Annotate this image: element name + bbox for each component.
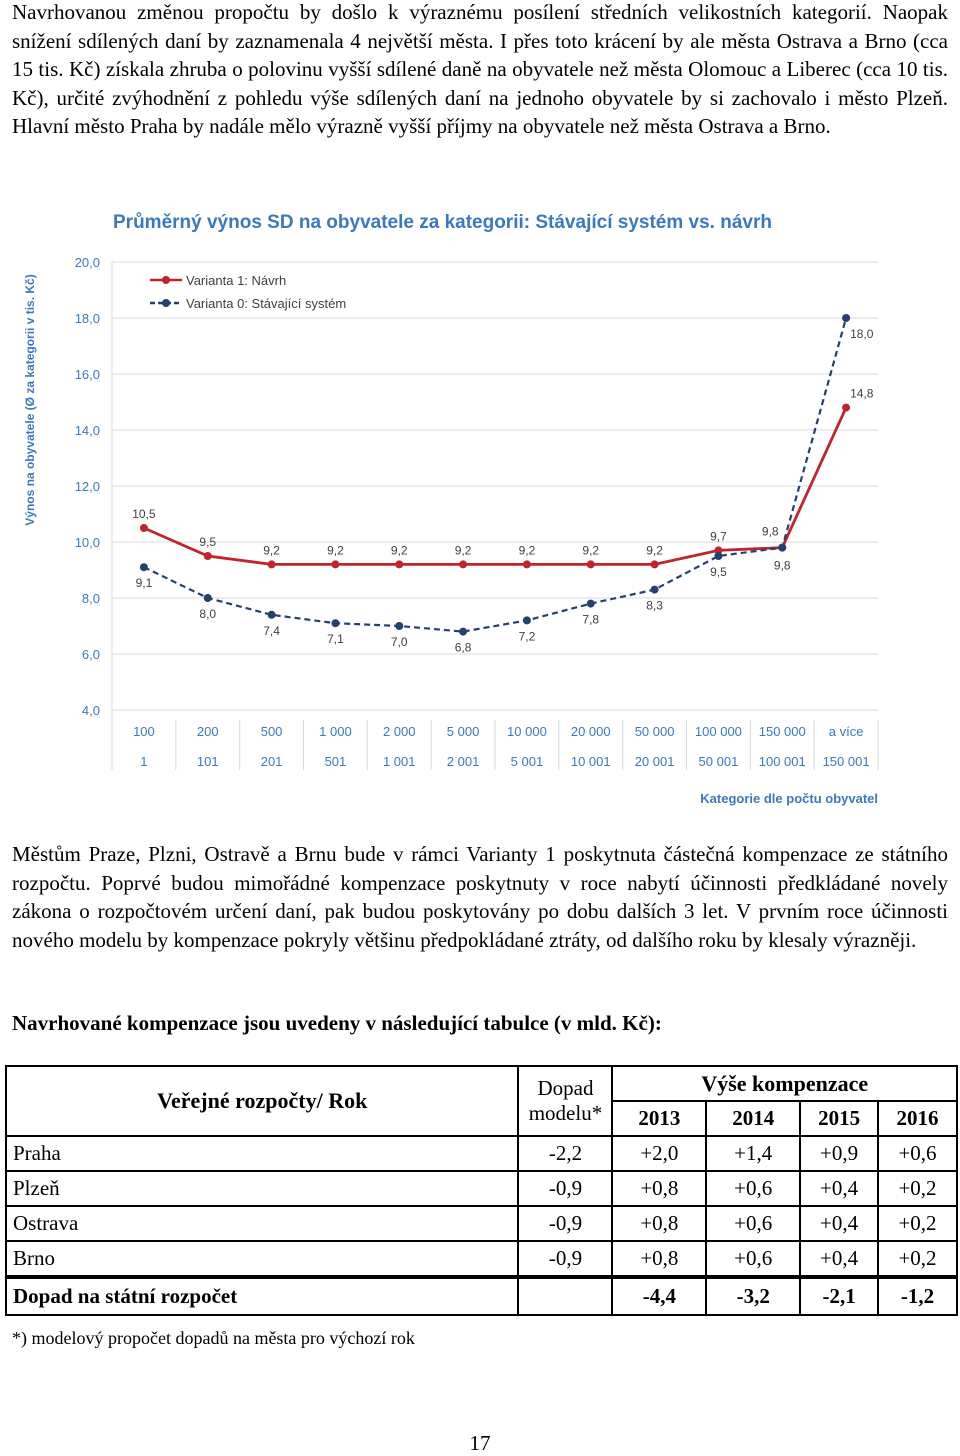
- x-tick-label-top: 20 000: [570, 724, 611, 739]
- x-tick-label-bottom: 1 001: [382, 754, 416, 769]
- x-tick-label-bottom: 1: [140, 754, 148, 769]
- data-point: [587, 600, 595, 608]
- total-value: -2,1: [800, 1277, 878, 1315]
- data-point: [459, 560, 467, 568]
- chart-x-ticks: [133, 724, 870, 769]
- x-tick-label-top: 100: [133, 724, 155, 739]
- row-dopad: -2,2: [518, 1136, 612, 1171]
- table-row: [6, 1171, 957, 1206]
- row-value: +0,4: [800, 1171, 878, 1206]
- row-value: +0,8: [612, 1206, 706, 1241]
- table-heading: Navrhované kompenzace jsou uvedeny v následující tabulce (v mld. Kč):: [12, 1011, 662, 1035]
- row-name: Ostrava: [6, 1206, 518, 1241]
- chart-series: [132, 314, 874, 655]
- data-label: 9,8: [773, 558, 791, 573]
- data-point: [268, 611, 276, 619]
- data-label: 9,1: [135, 576, 153, 591]
- table-row: [6, 1241, 957, 1277]
- data-point: [651, 560, 659, 568]
- x-tick-label-top: 100 000: [694, 724, 742, 739]
- x-tick-label-top: 2 000: [382, 724, 416, 739]
- year-header: 2014: [706, 1101, 800, 1136]
- data-label: 9,2: [518, 543, 536, 558]
- row-name: Plzeň: [6, 1171, 518, 1206]
- legend-marker: [162, 276, 170, 284]
- x-tick-label-bottom: 20 001: [634, 754, 675, 769]
- data-point: [778, 544, 786, 552]
- data-point: [140, 524, 148, 532]
- year-header: 2013: [612, 1101, 706, 1136]
- x-tick-label-top: 150 000: [758, 724, 806, 739]
- x-tick-label-top: 10 000: [507, 724, 547, 739]
- x-tick-label-top: 500: [260, 724, 283, 739]
- paragraph-intro: Navrhovanou změnou propočtu by došlo k výraznému posílení středních velikostních kategorií. Naopak snížení sdílených daní by zaznamenala 4 největší města. I přes toto krácení by ale města Ostrava a Brno (cca 15 tis. Kč) získala zhruba o polovinu vyšší sdílené daně na obyvatele než města Olomouc a Liberec (cca 10 tis. Kč), určité zvýhodnění z pohledu výše sdílených daní na jednoho obyvatele by si zachovalo i město Plzeň. Hlavní město Praha by nadále mělo výrazně vyšší příjmy na obyvatele než města Ostrava a Brno.: [12, 0, 948, 139]
- x-tick-label-top: a více: [828, 724, 864, 739]
- y-tick-label: 18,0: [74, 311, 100, 326]
- row-value: +0,2: [878, 1206, 957, 1241]
- table-header-row: [6, 1066, 957, 1101]
- year-header: 2015: [800, 1101, 878, 1136]
- row-name: Praha: [6, 1136, 518, 1171]
- data-point: [268, 560, 276, 568]
- paragraph-compensation: Městům Praze, Plzni, Ostravě a Brnu bude v rámci Varianty 1 poskytnuta částečná kompenzace ze státního rozpočtu. Poprvé budou mimořádné kompenzace poskytnuty v roce nabytí účinnosti předkládané novely zákona o rozpočtovém určení daní, pak budou poskytovány po dobu dalších 3 let. V prvním roce účinnosti nového modelu by kompenzace pokryly většinu předpokládané ztráty, od dalšího roku by klesaly výrazněji.: [12, 842, 948, 952]
- data-point: [140, 563, 148, 571]
- data-label: 7,0: [390, 635, 408, 649]
- row-dopad: -0,9: [518, 1241, 612, 1277]
- total-value: -3,2: [706, 1277, 800, 1315]
- data-point: [651, 586, 659, 594]
- data-label: 9,2: [582, 543, 600, 558]
- y-tick-label: 20,0: [74, 255, 100, 270]
- row-dopad: -0,9: [518, 1206, 612, 1241]
- row-value: +2,0: [612, 1136, 706, 1171]
- data-label: 9,7: [710, 529, 727, 544]
- row-value: +0,2: [878, 1171, 957, 1206]
- chart-ylabel: Výnos na obyvatele (Ø za kategorii v tis. Kč): [23, 274, 37, 526]
- row-dopad: -0,9: [518, 1171, 612, 1206]
- data-label: 9,5: [710, 565, 727, 579]
- row-value: +0,4: [800, 1206, 878, 1241]
- data-label: 9,5: [199, 535, 217, 549]
- row-value: +0,6: [706, 1171, 800, 1206]
- row-value: +0,8: [612, 1241, 706, 1277]
- x-tick-label-bottom: 10 001: [570, 754, 611, 769]
- legend-marker: [162, 299, 170, 307]
- table-row: [6, 1206, 957, 1241]
- x-tick-label-bottom: 150 001: [822, 754, 870, 769]
- header-group: Výše kompenzace: [612, 1066, 957, 1101]
- row-value: +0,6: [706, 1206, 800, 1241]
- line-chart: [0, 195, 960, 815]
- y-tick-label: 10,0: [74, 535, 100, 550]
- x-tick-label-bottom: 501: [324, 754, 347, 769]
- data-label: 7,1: [327, 632, 344, 647]
- chart-title: Průměrný výnos SD na obyvatele za kategorii: Stávající systém vs. návrh: [113, 212, 772, 233]
- data-point: [395, 560, 403, 568]
- y-tick-label: 8,0: [81, 591, 100, 606]
- header-main: Veřejné rozpočty/ Rok: [6, 1066, 518, 1136]
- chart-gridlines: [112, 262, 878, 770]
- data-point: [459, 628, 467, 636]
- legend-label: Varianta 0: Stávající systém: [186, 296, 347, 311]
- total-dopad: [518, 1277, 612, 1315]
- total-value: -4,4: [612, 1277, 706, 1315]
- data-label: 10,5: [132, 507, 156, 521]
- y-tick-label: 6,0: [81, 647, 100, 662]
- data-label: 18,0: [850, 327, 874, 341]
- compensation-table: [5, 1065, 958, 1316]
- data-label: 14,8: [850, 386, 874, 401]
- page-number: 17: [469, 1431, 491, 1455]
- total-value: -1,2: [878, 1277, 957, 1315]
- x-tick-label-bottom: 2 001: [446, 754, 480, 769]
- x-tick-label-top: 200: [196, 724, 219, 739]
- data-label: 7,8: [582, 612, 600, 627]
- row-name: Brno: [6, 1241, 518, 1277]
- chart-xlabel: Kategorie dle počtu obyvatel: [700, 791, 878, 806]
- data-point: [523, 616, 531, 624]
- data-point: [587, 560, 595, 568]
- header-dopad: Dopad modelu*: [518, 1066, 612, 1136]
- data-label: 9,2: [263, 543, 280, 558]
- data-point: [842, 404, 850, 412]
- data-point: [331, 560, 339, 568]
- x-tick-label-bottom: 100 001: [758, 754, 806, 769]
- x-tick-label-top: 1 000: [319, 724, 352, 739]
- data-label: 9,2: [646, 543, 663, 558]
- data-label: 9,8: [761, 524, 779, 539]
- data-label: 8,3: [646, 598, 663, 613]
- chart-legend: [150, 273, 346, 311]
- year-header: 2016: [878, 1101, 957, 1136]
- row-value: +0,2: [878, 1241, 957, 1277]
- data-label: 8,0: [199, 607, 217, 621]
- x-tick-label-bottom: 101: [196, 754, 219, 769]
- row-value: +0,6: [878, 1136, 957, 1171]
- row-value: +1,4: [706, 1136, 800, 1171]
- data-point: [204, 552, 212, 560]
- legend-label: Varianta 1: Návrh: [186, 273, 287, 288]
- chart-y-ticks: [75, 255, 100, 718]
- y-tick-label: 4,0: [81, 703, 100, 718]
- data-label: 9,2: [327, 543, 344, 558]
- x-tick-label-top: 50 000: [634, 724, 675, 739]
- total-name: Dopad na státní rozpočet: [6, 1277, 518, 1315]
- data-point: [204, 594, 212, 602]
- x-tick-label-bottom: 50 001: [698, 754, 739, 769]
- data-label: 9,2: [390, 543, 408, 558]
- data-label: 7,4: [263, 623, 280, 638]
- row-value: +0,6: [706, 1241, 800, 1277]
- row-value: +0,8: [612, 1171, 706, 1206]
- row-value: +0,4: [800, 1241, 878, 1277]
- x-tick-label-top: 5 000: [446, 724, 480, 739]
- table-row: [6, 1136, 957, 1171]
- x-tick-label-bottom: 5 001: [510, 754, 544, 769]
- data-point: [523, 560, 531, 568]
- series-line-stavajici: [144, 318, 846, 632]
- footnote: *) modelový propočet dopadů na města pro výchozí rok: [12, 1328, 415, 1348]
- data-label: 6,8: [454, 640, 472, 655]
- table-total-row: [6, 1277, 957, 1315]
- y-tick-label: 12,0: [74, 479, 100, 494]
- data-point: [395, 622, 403, 630]
- data-point: [331, 619, 339, 627]
- x-tick-label-bottom: 201: [260, 754, 283, 769]
- row-value: +0,9: [800, 1136, 878, 1171]
- data-label: 7,2: [518, 629, 536, 644]
- data-point: [842, 314, 850, 322]
- data-point: [714, 552, 722, 560]
- data-label: 9,2: [454, 543, 472, 558]
- y-tick-label: 14,0: [74, 423, 100, 438]
- y-tick-label: 16,0: [74, 367, 100, 382]
